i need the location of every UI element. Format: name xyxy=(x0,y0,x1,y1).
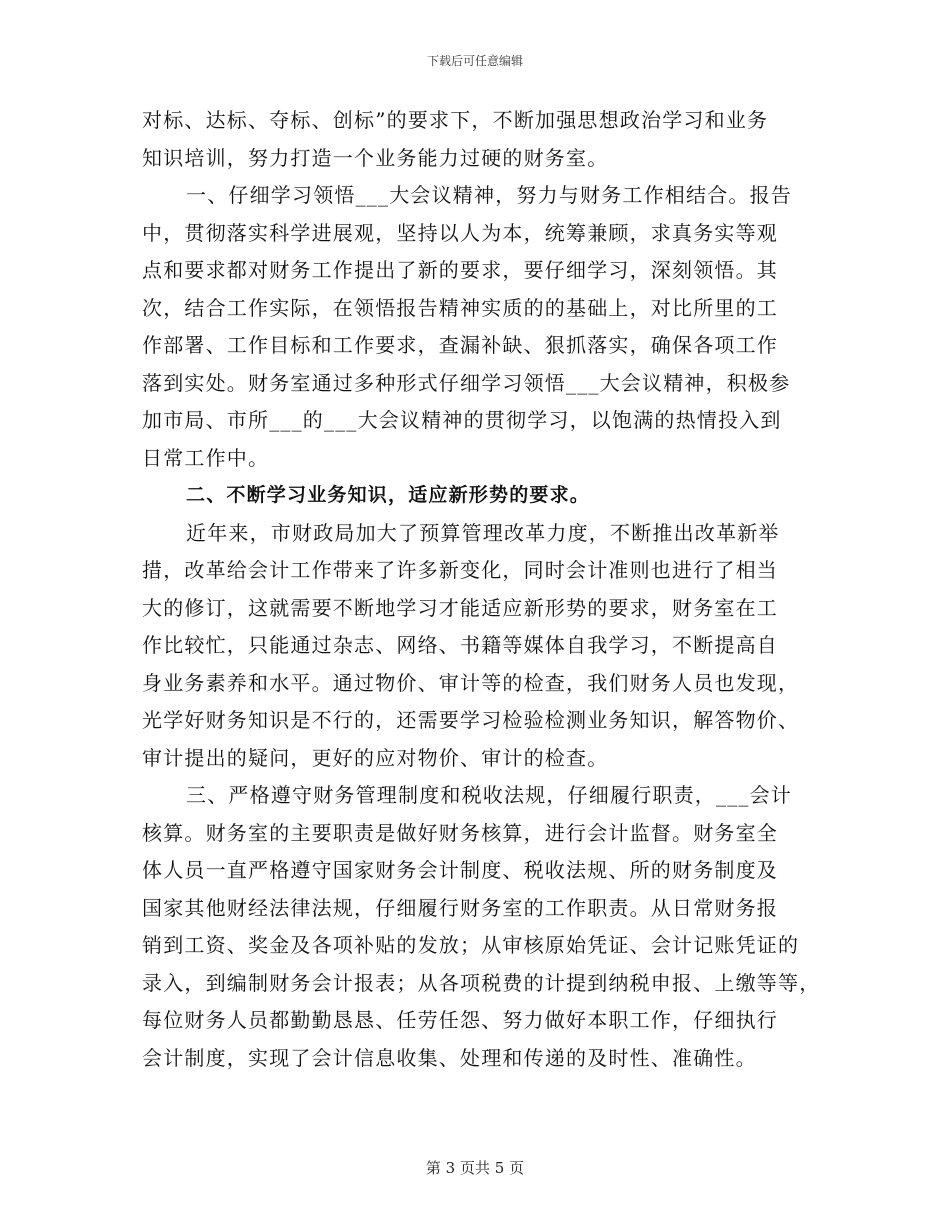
text-line: 录入，到编制财务会计报表；从各项税费的计提到纳税申报、上缴等等， xyxy=(142,970,821,995)
text-line: 点和要求都对财务工作提出了新的要求，要仔细学习，深刻领悟。其 xyxy=(142,258,778,282)
section-heading-line: 二、不断学习业务知识，适应新形势的要求。 xyxy=(186,484,591,506)
text-line: 体人员一直严格遵守国家财务会计制度、税收法规、所的财务制度及 xyxy=(142,858,778,882)
document-body xyxy=(142,102,821,1077)
text-line: 次，结合工作实际，在领悟报告精神实质的的基础上，对比所里的工 xyxy=(142,295,778,320)
text-line: 中，贯彻落实科学进展观，坚持以人为本，统筹兼顾，求真务实等观 xyxy=(142,220,778,245)
text-line: 核算。财务室的主要职责是做好财务核算，进行会计监督。财务室全 xyxy=(142,820,778,845)
text-line: 作部署、工作目标和工作要求，查漏补缺、狠抓落实，确保各项工作 xyxy=(142,333,778,357)
text-line: 近年来，市财政局加大了预算管理改革力度，不断推出改革新举 xyxy=(186,520,780,545)
text-line: 一、仔细学习领悟___大会议精神，努力与财务工作相结合。报告 xyxy=(186,183,792,207)
text-line: 知识培训，努力打造一个业务能力过硬的财务室。 xyxy=(142,145,609,170)
page-header: 下载后可任意编辑 xyxy=(426,54,523,68)
text-line: 日常工作中。 xyxy=(142,445,270,470)
text-line: 审计提出的疑问，更好的应对物价、审计的检查。 xyxy=(142,745,609,770)
text-line: 加市局、市所___的___大会议精神的贯彻学习，以饱满的热情投入到 xyxy=(142,408,782,432)
text-line: 每位财务人员都勤勤恳恳、任劳任怨、努力做好本职工作，仔细执行 xyxy=(142,1008,778,1032)
text-line: 三、严格遵守财务管理制度和税收法规，仔细履行职责，___会计 xyxy=(186,783,792,807)
text-line: 光学好财务知识是不行的，还需要学习检验检测业务知识，解答物价、 xyxy=(142,708,800,732)
text-line: 会计制度，实现了会计信息收集、处理和传递的及时性、准确性。 xyxy=(142,1045,757,1070)
text-line: 作比较忙，只能通过杂志、网络、书籍等媒体自我学习，不断提高自 xyxy=(142,633,778,657)
text-line: 国家其他财经法律法规，仔细履行财务室的工作职责。从日常财务报 xyxy=(142,895,778,920)
text-line: 落到实处。财务室通过多种形式仔细学习领悟___大会议精神，积极参 xyxy=(142,370,791,395)
text-line: 大的修订，这就需要不断地学习才能适应新形势的要求，财务室在工 xyxy=(142,595,778,620)
page-number: 第 3 页共 5 页 xyxy=(425,1159,525,1177)
text-line: 身业务素养和水平。通过物价、审计等的检查，我们财务人员也发现， xyxy=(142,670,800,695)
text-line: 措，改革给会计工作带来了许多新变化，同时会计准则也进行了相当 xyxy=(142,558,778,582)
text-line: 销到工资、奖金及各项补贴的发放；从审核原始凭证、会计记账凭证的 xyxy=(142,933,800,957)
text-line: 对标、达标、夺标、创标”的要求下，不断加强思想政治学习和业务 xyxy=(142,108,769,132)
